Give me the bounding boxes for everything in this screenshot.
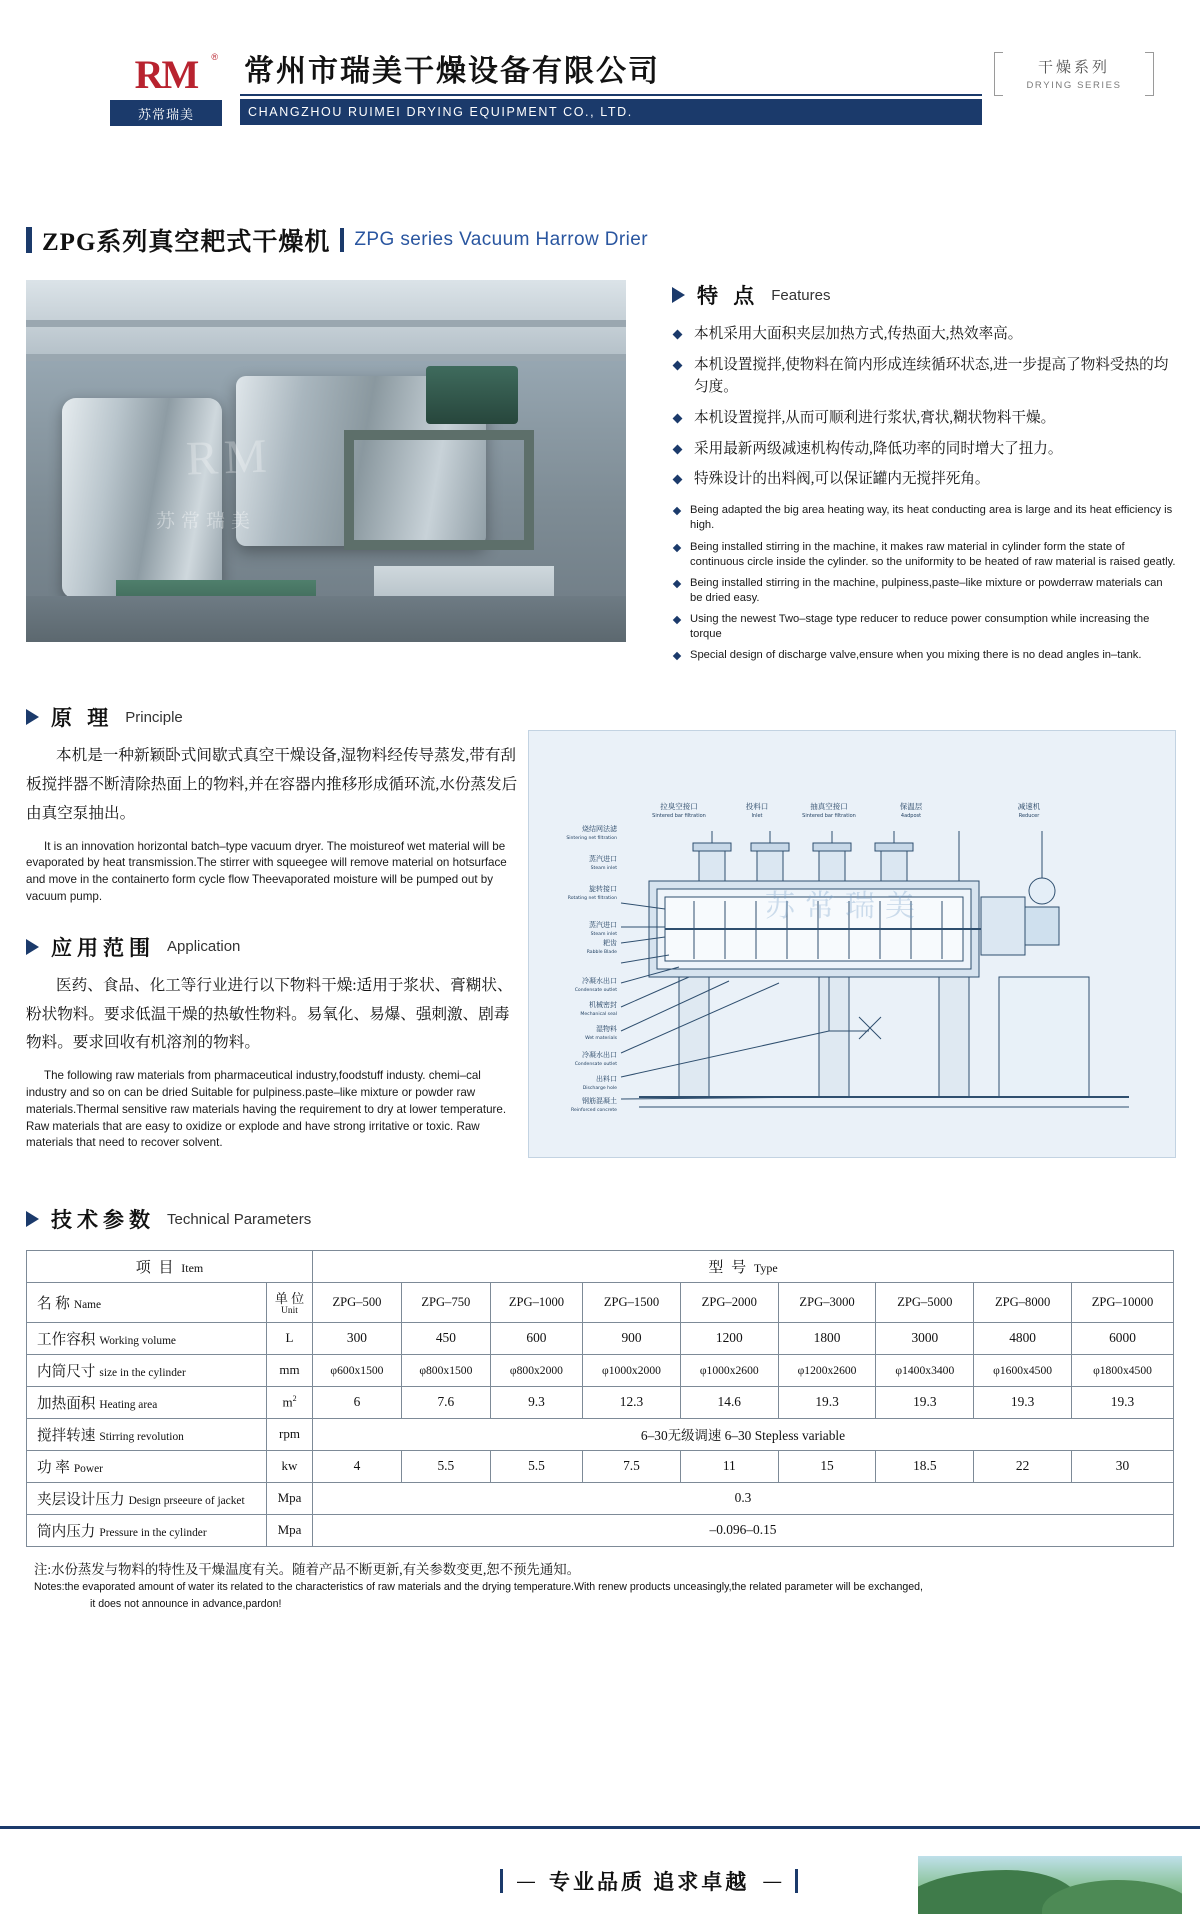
table-cell: 7.6 bbox=[401, 1386, 490, 1418]
bracket-left-icon bbox=[994, 52, 1003, 96]
row-label-en: Working volume bbox=[99, 1334, 176, 1347]
table-cell: 14.6 bbox=[680, 1386, 778, 1418]
table-cell-model: ZPG–1000 bbox=[490, 1283, 582, 1323]
table-cell: 11 bbox=[680, 1450, 778, 1482]
features-heading bbox=[672, 280, 1176, 310]
list-item: Being installed stirring in the machine, it makes raw material in cylinder form the state of continuous circle inside the cylinder. so the uniformity to be heated of raw material is raised geatly. bbox=[672, 540, 1176, 570]
superscript: 2 bbox=[292, 1394, 297, 1404]
page-title bbox=[26, 222, 1200, 258]
triangle-bullet-icon bbox=[672, 287, 685, 303]
photo-ceiling bbox=[26, 280, 626, 358]
svg-text:Reinforced concrete: Reinforced concrete bbox=[571, 1108, 617, 1113]
svg-text:钢筋混凝土: 钢筋混凝土 bbox=[582, 1097, 617, 1105]
table-cell: 1200 bbox=[680, 1322, 778, 1354]
table-cell-model: ZPG–10000 bbox=[1072, 1283, 1174, 1323]
principle-application-section bbox=[0, 702, 1200, 1194]
registered-trademark-icon: ® bbox=[211, 52, 218, 62]
row-label-en: Stirring revolution bbox=[99, 1430, 184, 1443]
note-en-line1: Notes:the evaporated amount of water its related to the characteristics of raw materials and the drying temperature.With renew products unceasingly,the related parameter will be exchanged, bbox=[34, 1580, 923, 1593]
table-col-unit-en: Unit bbox=[281, 1306, 298, 1316]
svg-text:Wet materials: Wet materials bbox=[585, 1036, 617, 1041]
page-header bbox=[0, 0, 1200, 160]
series-tag-en: DRYING SERIES bbox=[1026, 80, 1122, 91]
table-cell: φ1000x2000 bbox=[583, 1354, 681, 1386]
svg-text:蒸汽进口: 蒸汽进口 bbox=[589, 855, 617, 863]
features-heading-cn: 特 点 bbox=[697, 284, 760, 308]
table-notes bbox=[34, 1559, 1154, 1612]
photo-motor-reducer bbox=[426, 366, 518, 424]
application-heading-en: Application bbox=[167, 938, 241, 956]
svg-text:Sintered bar filtration: Sintered bar filtration bbox=[652, 813, 706, 819]
slogan-text: 专业品质 追求卓越 bbox=[549, 1870, 750, 1894]
table-cell-span: 0.3 bbox=[313, 1482, 1174, 1514]
diagram-watermark: 苏常瑞美 bbox=[765, 890, 925, 923]
row-unit: kw bbox=[267, 1450, 313, 1482]
table-row bbox=[27, 1450, 1174, 1482]
svg-text:Inlet: Inlet bbox=[751, 813, 763, 819]
photo-floor bbox=[26, 596, 626, 642]
table-cell-span: 6–30无级调速 6–30 Stepless variable bbox=[313, 1418, 1174, 1450]
list-item: 本机采用大面积夹层加热方式,传热面大,热效率高。 bbox=[672, 324, 1176, 346]
svg-text:Sintering net filtration: Sintering net filtration bbox=[566, 836, 617, 841]
table-cell: 19.3 bbox=[876, 1386, 974, 1418]
table-cell: 5.5 bbox=[490, 1450, 582, 1482]
table-cell: 4800 bbox=[974, 1322, 1072, 1354]
list-item: Special design of discharge valve,ensure when you mixing there is no dead angles in–tank. bbox=[672, 648, 1176, 663]
table-model-row bbox=[27, 1283, 1174, 1323]
application-text-cn: 医药、食品、化工等行业进行以下物料干燥:适用于浆状、膏糊状、粉状物料。要求低温干燥的热敏性物料。易氧化、易爆、强刺激、剧毒物料。要求回收有机溶剂的物料。 bbox=[26, 976, 513, 1052]
row-label-en: Design prseeure of jacket bbox=[128, 1494, 245, 1507]
series-tag bbox=[1012, 56, 1136, 91]
principle-heading-cn: 原 理 bbox=[51, 706, 114, 730]
row-label-en: Pressure in the cylinder bbox=[99, 1526, 207, 1539]
svg-text:Rabble Blade: Rabble Blade bbox=[586, 950, 617, 955]
row-label-cn: 工作容积 bbox=[37, 1331, 96, 1348]
row-label-en: Power bbox=[73, 1462, 103, 1475]
row-unit: Mpa bbox=[267, 1482, 313, 1514]
technical-drawing-svg bbox=[529, 731, 1176, 1158]
parameters-heading-en: Technical Parameters bbox=[167, 1210, 312, 1228]
table-cell: 19.3 bbox=[1072, 1386, 1174, 1418]
logo-symbol bbox=[110, 48, 222, 100]
triangle-bullet-icon bbox=[26, 1211, 39, 1227]
table-col-name bbox=[27, 1283, 267, 1323]
principle-heading-en: Principle bbox=[125, 708, 183, 726]
page-title-cn: ZPG系列真空耙式干燥机 bbox=[42, 229, 331, 256]
row-label bbox=[27, 1354, 267, 1386]
principle-heading bbox=[26, 702, 518, 732]
svg-text:Steam inlet: Steam inlet bbox=[590, 932, 617, 937]
row-label-en: Heating area bbox=[99, 1398, 158, 1411]
list-item: Using the newest Two–stage type reducer to reduce power consumption while increasing the torque bbox=[672, 612, 1176, 642]
photo-watermark-logo: RM bbox=[185, 429, 274, 486]
table-cell-model: ZPG–500 bbox=[313, 1283, 402, 1323]
row-label-cn: 筒内压力 bbox=[37, 1523, 96, 1540]
application-heading bbox=[26, 932, 518, 962]
svg-text:旋转接口: 旋转接口 bbox=[589, 885, 617, 893]
table-cell: 1800 bbox=[778, 1322, 876, 1354]
table-cell: φ1600x4500 bbox=[974, 1354, 1072, 1386]
table-col-name-en: Name bbox=[73, 1298, 102, 1311]
table-cell: 12.3 bbox=[583, 1386, 681, 1418]
slogan-bar-icon bbox=[795, 1869, 798, 1893]
table-cell: 15 bbox=[778, 1450, 876, 1482]
note-en-line2: it does not announce in advance,pardon! bbox=[90, 1597, 282, 1610]
table-row bbox=[27, 1418, 1174, 1450]
table-cell-model: ZPG–3000 bbox=[778, 1283, 876, 1323]
logo-brand-cn: 苏常瑞美 bbox=[110, 100, 222, 126]
svg-text:蒸汽进口: 蒸汽进口 bbox=[589, 921, 617, 929]
row-label-cn: 搅拌转速 bbox=[37, 1427, 96, 1444]
table-cell: 6000 bbox=[1072, 1322, 1174, 1354]
table-cell-model: ZPG–5000 bbox=[876, 1283, 974, 1323]
svg-text:投料口: 投料口 bbox=[745, 802, 769, 811]
table-cell-model: ZPG–8000 bbox=[974, 1283, 1072, 1323]
svg-text:抽真空接口: 抽真空接口 bbox=[810, 802, 848, 811]
svg-text:烧结网法滤: 烧结网法滤 bbox=[582, 825, 617, 833]
header-divider bbox=[240, 94, 982, 96]
table-cell: 900 bbox=[583, 1322, 681, 1354]
list-item: 本机设置搅拌,从而可顺利进行浆状,膏状,糊状物料干燥。 bbox=[672, 408, 1176, 430]
svg-text:Steam inlet: Steam inlet bbox=[590, 866, 617, 871]
logo-monogram: RM bbox=[134, 51, 198, 97]
row-label-cn: 加热面积 bbox=[37, 1395, 96, 1412]
svg-text:4adpost: 4adpost bbox=[900, 813, 922, 819]
svg-text:出料口: 出料口 bbox=[596, 1075, 617, 1083]
row-label-cn: 功 率 bbox=[37, 1459, 70, 1476]
svg-text:Discharge hole: Discharge hole bbox=[582, 1086, 617, 1091]
svg-text:Mechanical seal: Mechanical seal bbox=[580, 1012, 617, 1017]
parameters-heading bbox=[26, 1204, 1200, 1234]
specifications-table bbox=[26, 1250, 1174, 1547]
list-item: 本机设置搅拌,使物料在简内形成连续循环状态,进一步提高了物料受热的均匀度。 bbox=[672, 355, 1176, 399]
features-list-en bbox=[672, 503, 1176, 663]
table-cell: φ600x1500 bbox=[313, 1354, 402, 1386]
row-label-en: size in the cylinder bbox=[99, 1366, 186, 1379]
row-label bbox=[27, 1386, 267, 1418]
table-cell: 5.5 bbox=[401, 1450, 490, 1482]
photo-vertical-tank bbox=[62, 398, 222, 598]
table-cell: 22 bbox=[974, 1450, 1072, 1482]
row-label bbox=[27, 1450, 267, 1482]
bracket-right-icon bbox=[1145, 52, 1154, 96]
svg-text:Condensate outlet: Condensate outlet bbox=[574, 988, 617, 993]
dash-left: — bbox=[517, 1870, 535, 1891]
company-logo bbox=[110, 48, 222, 126]
list-item: 采用最新两级减速机构传动,降低功率的同时增大了扭力。 bbox=[672, 439, 1176, 461]
footer-divider bbox=[0, 1826, 1200, 1829]
photo-beam bbox=[26, 354, 626, 361]
table-header-item-en: Item bbox=[181, 1261, 204, 1275]
table-cell: φ1800x4500 bbox=[1072, 1354, 1174, 1386]
table-cell: 450 bbox=[401, 1322, 490, 1354]
svg-text:耙齿: 耙齿 bbox=[603, 939, 617, 947]
table-cell-span: –0.096–0.15 bbox=[313, 1514, 1174, 1546]
table-cell: φ1400x3400 bbox=[876, 1354, 974, 1386]
row-unit: rpm bbox=[267, 1418, 313, 1450]
table-cell: 19.3 bbox=[974, 1386, 1072, 1418]
text-column bbox=[26, 702, 518, 1152]
table-header-type-en: Type bbox=[753, 1261, 778, 1275]
table-cell-model: ZPG–2000 bbox=[680, 1283, 778, 1323]
table-header-row bbox=[27, 1251, 1174, 1283]
parameters-heading-cn: 技术参数 bbox=[51, 1208, 155, 1232]
features-heading-en: Features bbox=[771, 286, 831, 304]
list-item: Being installed stirring in the machine, pulpiness,paste–like mixture or powderraw materials can be dried easy. bbox=[672, 576, 1176, 606]
table-col-unit-cn: 单 位 bbox=[274, 1291, 305, 1306]
svg-text:冷凝水出口: 冷凝水出口 bbox=[582, 1051, 617, 1059]
table-header-type-cn: 型 号 bbox=[708, 1260, 749, 1276]
table-cell: 30 bbox=[1072, 1450, 1174, 1482]
svg-text:减速机: 减速机 bbox=[1017, 802, 1041, 811]
row-label bbox=[27, 1482, 267, 1514]
page-title-en: ZPG series Vacuum Harrow Drier bbox=[354, 229, 648, 250]
svg-text:冷凝水出口: 冷凝水出口 bbox=[582, 977, 617, 985]
features-list-cn bbox=[672, 324, 1176, 491]
dash-right: — bbox=[763, 1870, 782, 1891]
row-unit: mm bbox=[267, 1354, 313, 1386]
row-unit: L bbox=[267, 1322, 313, 1354]
photo-support-frame bbox=[344, 430, 534, 550]
company-name-en: CHANGZHOU RUIMEI DRYING EQUIPMENT CO., LTD. bbox=[240, 99, 982, 125]
table-cell: 7.5 bbox=[583, 1450, 681, 1482]
table-col-name-cn: 名 称 bbox=[37, 1295, 70, 1312]
features-block bbox=[672, 280, 1176, 669]
list-item: 特殊设计的出料阀,可以保证罐内无搅拌死角。 bbox=[672, 469, 1176, 491]
title-bar-icon bbox=[26, 227, 32, 253]
table-cell: 300 bbox=[313, 1322, 402, 1354]
table-cell: 3000 bbox=[876, 1322, 974, 1354]
company-name-cn: 常州市瑞美干燥设备有限公司 bbox=[244, 55, 660, 88]
table-cell-model: ZPG–1500 bbox=[583, 1283, 681, 1323]
svg-text:Sintered bar filtration: Sintered bar filtration bbox=[802, 813, 856, 819]
table-cell: φ1000x2600 bbox=[680, 1354, 778, 1386]
svg-text:Rotating net filtration: Rotating net filtration bbox=[567, 896, 617, 901]
title-separator-icon bbox=[340, 228, 344, 252]
page-footer bbox=[0, 1820, 1200, 1932]
table-row bbox=[27, 1354, 1174, 1386]
row-label-cn: 内筒尺寸 bbox=[37, 1363, 96, 1380]
triangle-bullet-icon bbox=[26, 709, 39, 725]
footer-slogan bbox=[500, 1866, 798, 1896]
footer-landscape-photo bbox=[918, 1856, 1182, 1914]
table-cell: 9.3 bbox=[490, 1386, 582, 1418]
photo-beam bbox=[26, 320, 626, 327]
row-unit: Mpa bbox=[267, 1514, 313, 1546]
row-unit: $m^2$ bbox=[267, 1386, 313, 1418]
table-cell: 4 bbox=[313, 1450, 402, 1482]
diagram-label: 拉臭空接口 bbox=[660, 802, 698, 811]
table-row bbox=[27, 1386, 1174, 1418]
table-cell: 6 bbox=[313, 1386, 402, 1418]
principle-text-en: It is an innovation horizontal batch–type vacuum dryer. The moistureof wet material will be evaporated by heat transmission.The stirrer with squeegee will remove material on hotsurface and move in the containerto form cycle flow Theevaporated moisture will be pumped out by vacuum pump. bbox=[26, 839, 507, 903]
table-cell: φ800x2000 bbox=[490, 1354, 582, 1386]
company-name-block bbox=[240, 46, 1000, 125]
table-header-item bbox=[27, 1251, 313, 1283]
series-tag-cn: 干燥系列 bbox=[1037, 59, 1110, 76]
svg-text:湿物料: 湿物料 bbox=[596, 1025, 617, 1033]
technical-drawing bbox=[528, 730, 1176, 1158]
table-row bbox=[27, 1514, 1174, 1546]
table-header-type bbox=[313, 1251, 1174, 1283]
slogan-bar-icon bbox=[500, 1869, 503, 1893]
svg-text:Condensate outlet: Condensate outlet bbox=[574, 1062, 617, 1067]
svg-text:机械密封: 机械密封 bbox=[589, 1001, 617, 1009]
table-col-unit bbox=[267, 1283, 313, 1323]
table-row bbox=[27, 1482, 1174, 1514]
table-row bbox=[27, 1322, 1174, 1354]
table-cell: 600 bbox=[490, 1322, 582, 1354]
row-label bbox=[27, 1418, 267, 1450]
note-cn: 注:水份蒸发与物料的特性及干燥温度有关。随着产品不断更新,有关参数变更,恕不预先通知。 bbox=[34, 1561, 581, 1577]
product-overview-section bbox=[0, 280, 1200, 660]
table-header-item-cn: 项 目 bbox=[135, 1260, 176, 1276]
list-item: Being adapted the big area heating way, its heat conducting area is large and its heat efficiency is high. bbox=[672, 503, 1176, 533]
row-label bbox=[27, 1322, 267, 1354]
application-text-en: The following raw materials from pharmaceutical industry,foodstuff industy. chemi–cal industry and so on can be dried Suitable for pulpiness.paste–like mixture or powder raw materials.Thermal sensitive raw materials having the requirement to dry at lower temperature. Raw materials that are easy to oxidize or explode and have strong irritative or toxic. Raw materials that need to recover solvent. bbox=[26, 1069, 507, 1150]
table-cell: 18.5 bbox=[876, 1450, 974, 1482]
table-cell-model: ZPG–750 bbox=[401, 1283, 490, 1323]
table-cell: 19.3 bbox=[778, 1386, 876, 1418]
table-cell: φ1200x2600 bbox=[778, 1354, 876, 1386]
table-cell: φ800x1500 bbox=[401, 1354, 490, 1386]
product-photo bbox=[26, 280, 626, 642]
photo-watermark-text: 苏常瑞美 bbox=[156, 511, 257, 532]
svg-text:保温层: 保温层 bbox=[899, 802, 923, 811]
row-label bbox=[27, 1514, 267, 1546]
triangle-bullet-icon bbox=[26, 939, 39, 955]
row-label-cn: 夹层设计压力 bbox=[37, 1491, 125, 1508]
principle-text-cn: 本机是一种新颖卧式间歇式真空干燥设备,湿物料经传导蒸发,带有刮板搅拌器不断清除热面上的物料,并在容器内推移形成循环流,水份蒸发后由真空泵抽出。 bbox=[26, 747, 518, 822]
svg-text:Reducer: Reducer bbox=[1018, 813, 1040, 819]
application-heading-cn: 应用范围 bbox=[51, 935, 155, 960]
